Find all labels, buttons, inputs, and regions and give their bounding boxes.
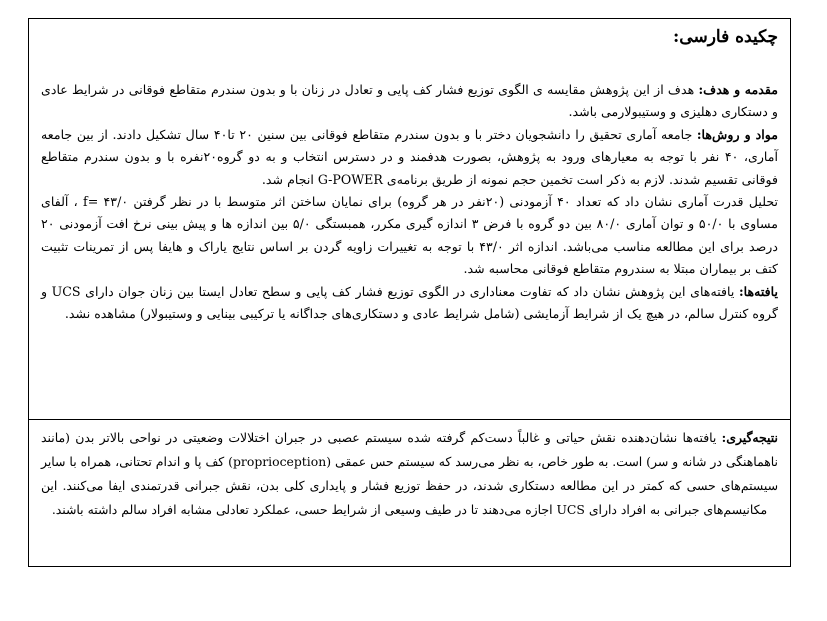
abstract-conclusion-section bbox=[29, 420, 790, 566]
intro-text: هدف از این پژوهش مقایسه ی الگوی توزیع فشار کف پایی و تعادل در زنان با و بدون سندرم متقاطع فوقانی در شرایط عادی و دستکاری دهلیزی و وستیبولارمی باشد. bbox=[41, 82, 778, 120]
methods-power-paragraph bbox=[41, 191, 778, 281]
methods-text-1: جامعه آماری تحقیق را دانشجویان دختر با و بدون سندرم متقاطع فوقانی بین سنین ۲۰ تا۴۰ سال تشکیل دادند. از بین جامعه آماری، ۴۰ نفر با توجه به معیارهای ورود به پژوهش، بصورت هدفمند و در دسترس انتخاب و به دو گروه۲۰نفره با و بدون سندرم متقاطع فوقانی تقسیم شدند. لازم به ذکر است تخمین حجم نمونه از طریق برنامه‌ی G-POWER انجام شد. bbox=[41, 126, 779, 187]
conclusion-paragraph bbox=[41, 426, 778, 522]
methods-paragraph bbox=[41, 124, 778, 191]
intro-label: مقدمه و هدف: bbox=[698, 82, 778, 97]
results-text: یافته‌های این پژوهش نشان داد که تفاوت معناداری در الگوی توزیع فشار کف پایی و سطح تعادل ایستا بین زنان جوان دارای UCS و گروه کنترل سالم، در هیچ یک از شرایط آزمایشی (شامل شرایط عادی و دستکاری‌های جداگانه یا ترکیبی بینایی و وستیبولار) مشاهده نشد. bbox=[41, 283, 778, 322]
abstract-box bbox=[28, 18, 791, 567]
conclusion-text: یافته‌ها نشان‌دهنده نقش حیاتی و غالباً دست‌کم گرفته شده سیستم عصبی در جبران اختلالات وضعیتی در نواحی بالاتر بدن (مانند ناهماهنگی در شانه و سر) است. به طور خاص، به نظر می‌رسد که سیستم حس عمقی (proprioception) کف پا و اندام تحتانی، همراه با سایر سیستم‌های حسی که کمتر در این مطالعه دستکاری شدند، در حفظ توزیع فشار و پایداری کلی بدن، نقش جبرانی قدرتمندی ایفا می‌کنند. این مکانیسم‌های جبرانی به افراد دارای UCS اجازه می‌دهند تا در طیف وسیعی از شرایط حسی، عملکرد تعادلی مشابه افراد سالم داشته باشند. bbox=[41, 430, 778, 517]
methods-text-2: تحلیل قدرت آماری نشان داد که تعداد ۴۰ آزمودنی (۲۰نفر در هر گروه) برای نمایان ساختن اثر متوسط با در نظر گرفتن f= ۴۳/۰ ، آلفای مساوی با ۵۰/۰ و توان آماری ۸۰/۰ بین دو گروه با فرض ۳ اندازه گیری مکرر، همبستگی ۵/۰ بین اندازه ها و پیش بینی نرخ افت آزمودنی ۲۰ درصد برای این مطالعه مناسب می‌باشد. اندازه اثر ۴۳/۰ با توجه به تغییرات زاویه گردن بر اساس نتایج یاراک و هایفا پس از تمرینات تثبیت کتف بر بیماران مبتلا به سندروم متقاطع فوقانی محاسبه شد. bbox=[41, 194, 779, 277]
results-label: یافته‌ها: bbox=[738, 283, 778, 299]
results-paragraph bbox=[41, 281, 778, 326]
abstract-title: چکیده فارسی: bbox=[673, 27, 778, 47]
conclusion-label: نتیجه‌گیری: bbox=[721, 430, 778, 445]
abstract-main-section bbox=[29, 19, 790, 420]
methods-label: مواد و روش‌ها: bbox=[696, 126, 779, 142]
intro-paragraph bbox=[41, 79, 778, 124]
